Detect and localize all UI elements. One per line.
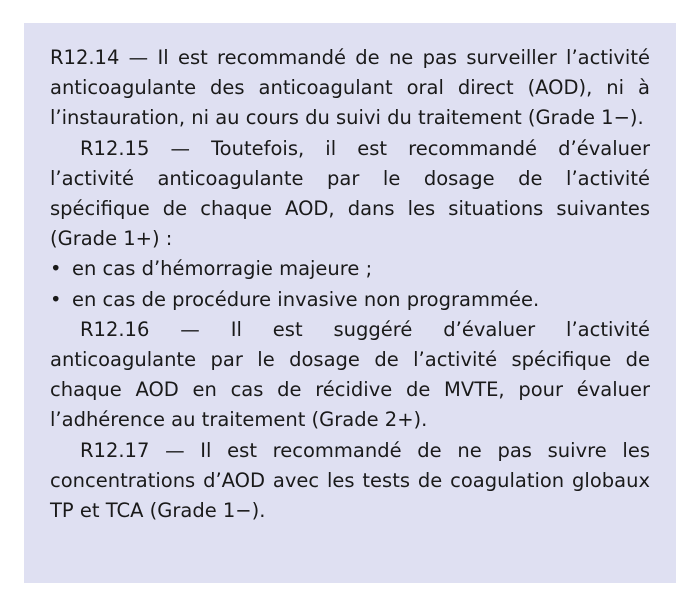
recommendations-box bbox=[24, 23, 676, 583]
recommendation-r12-15: R12.15 — Toutefois, il est recommandé d’évaluer l’activité anticoagulante par le dosage de l’activité spécifique de chaque AOD, dans les situations suivantes (Grade 1+) : bbox=[50, 136, 650, 251]
bullet-text: en cas d’hémorragie majeure ; bbox=[72, 257, 373, 281]
recommendation-r12-17: R12.17 — Il est recommandé de ne pas suivre les concentrations d’AOD avec les tests de coagulation globaux TP et TCA (Grade 1−). bbox=[50, 438, 650, 523]
bullet-item-hemorrhage bbox=[50, 254, 650, 284]
bullet-text: en cas de procédure invasive non programmée. bbox=[72, 287, 540, 311]
recommendation-r12-16: R12.16 — Il est suggéré d’évaluer l’activité anticoagulante par le dosage de l’activité spécifique de chaque AOD en cas de récidive de MVTE, pour évaluer l’adhérence au traitement (Grade 2+). bbox=[50, 317, 650, 432]
bullet-icon: • bbox=[50, 257, 62, 281]
bullet-item-invasive-procedure bbox=[50, 285, 650, 315]
bullet-icon: • bbox=[50, 287, 62, 311]
recommendation-r12-14: R12.14 — Il est recommandé de ne pas surveiller l’activité anticoagulante des anticoagulant oral direct (AOD), ni à l’instauration, ni au cours du suivi du traitement (Grade 1−). bbox=[50, 46, 650, 130]
